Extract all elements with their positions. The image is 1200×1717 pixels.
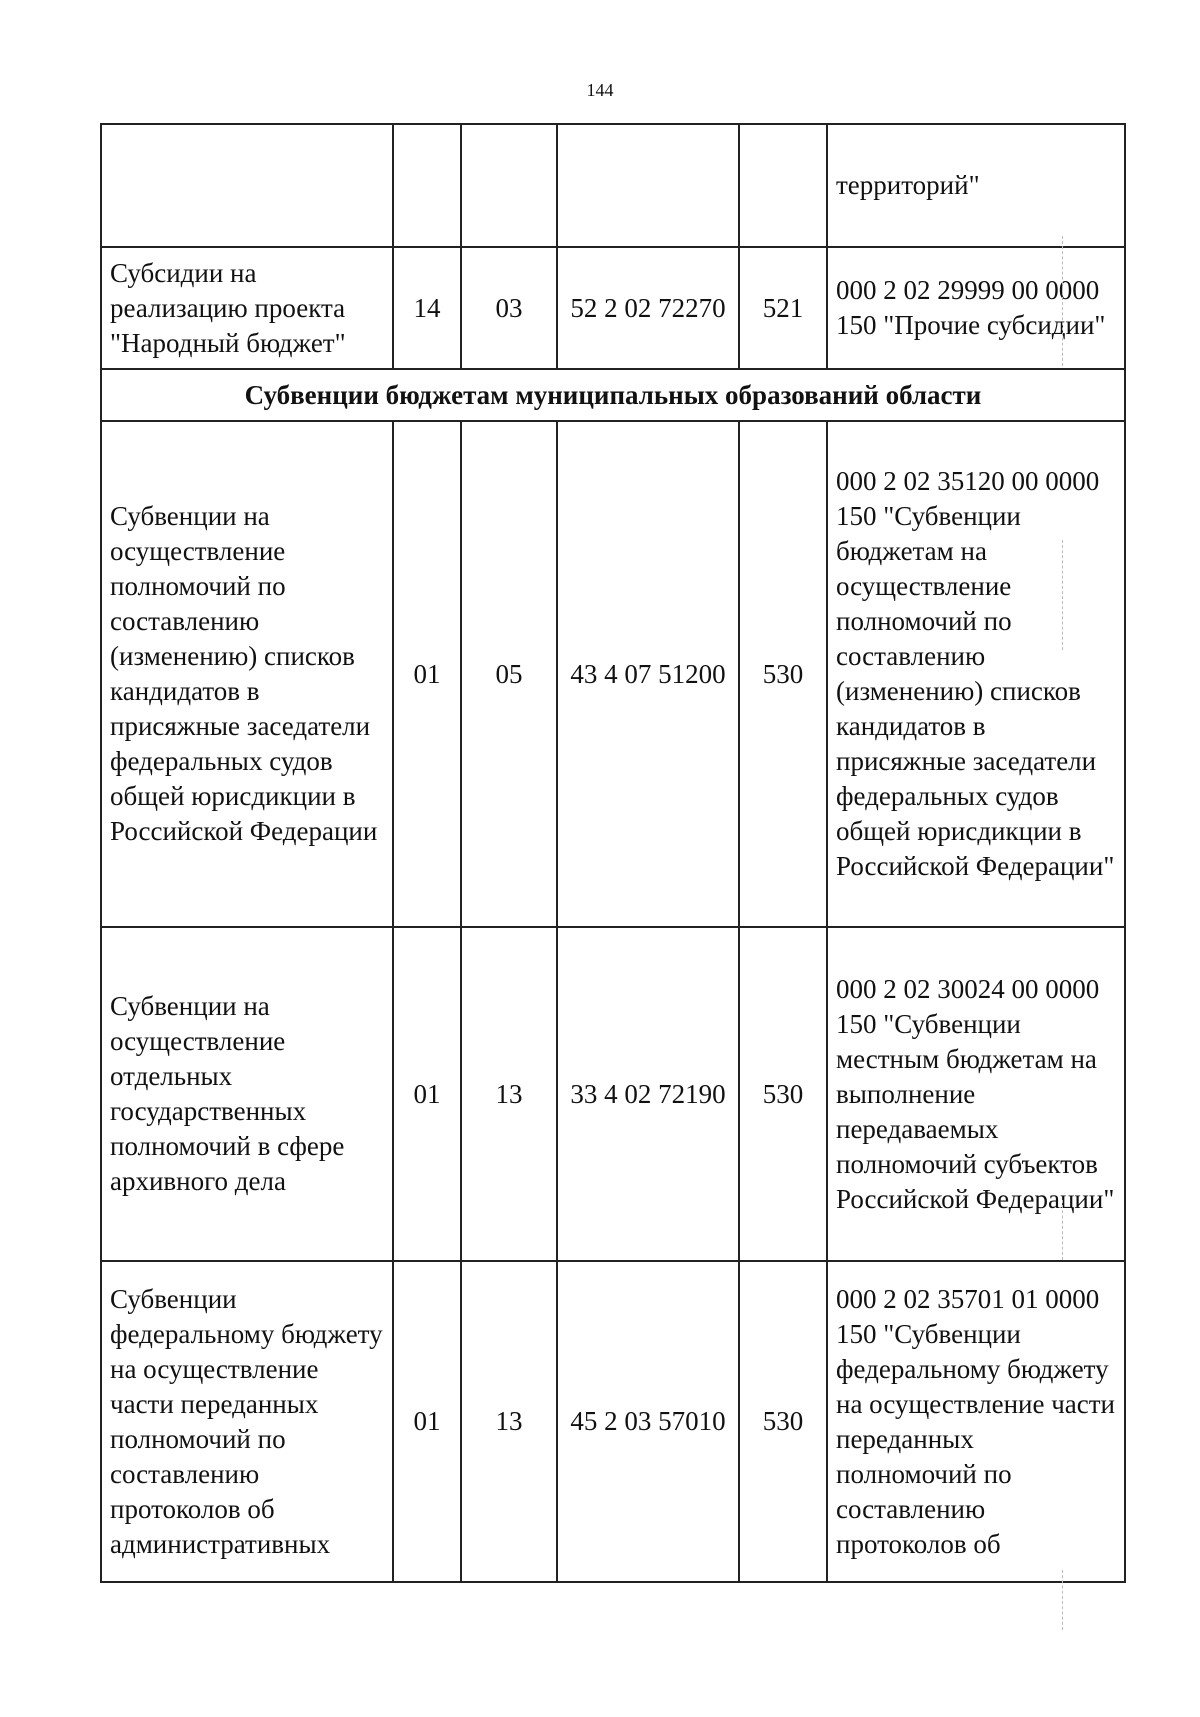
- income-source-cell: 000 2 02 35120 00 0000 150 "Субвенции бюджетам на осуществление полномочий по составлению (изменению) списков кандидатов в присяжные заседатели федеральных судов общей юрисдикции в Российской Федерации": [827, 421, 1125, 927]
- section-heading: Субвенции бюджетам муниципальных образований области: [101, 369, 1125, 421]
- csr-cell: 52 2 02 72270: [557, 247, 739, 369]
- income-source-cell: 000 2 02 35701 01 0000 150 "Субвенции федеральному бюджету на осуществление части переданных полномочий по составлению протоколов об: [827, 1261, 1125, 1582]
- income-source-cell: 000 2 02 30024 00 0000 150 "Субвенции местным бюджетам на выполнение передаваемых полномочий субъектов Российской Федерации": [827, 927, 1125, 1261]
- section-row: [101, 369, 1125, 421]
- scan-artifact-line: [1062, 236, 1063, 366]
- table-row: [101, 421, 1125, 927]
- income-source-cell: территорий": [827, 124, 1125, 247]
- scan-artifact-line: [1062, 1570, 1063, 1630]
- table-row: [101, 124, 1125, 247]
- row-name-cell: Субвенции федеральному бюджету на осуществление части переданных полномочий по составлению протоколов об административных: [101, 1261, 393, 1582]
- vr-cell: [739, 124, 827, 247]
- table-row: [101, 927, 1125, 1261]
- income-source-cell: 000 2 02 29999 00 0000 150 "Прочие субсидии": [827, 247, 1125, 369]
- row-name-cell: [101, 124, 393, 247]
- scan-artifact-line: [1062, 1200, 1063, 1260]
- vr-cell: 521: [739, 247, 827, 369]
- csr-cell: 43 4 07 51200: [557, 421, 739, 927]
- vr-cell: 530: [739, 421, 827, 927]
- csr-cell: 33 4 02 72190: [557, 927, 739, 1261]
- pr-cell: 13: [461, 1261, 557, 1582]
- pr-cell: [461, 124, 557, 247]
- scan-artifact-line: [1062, 540, 1063, 650]
- page-number: 144: [586, 80, 614, 100]
- rz-cell: 01: [393, 927, 461, 1261]
- csr-cell: 45 2 03 57010: [557, 1261, 739, 1582]
- rz-cell: 14: [393, 247, 461, 369]
- row-name-cell: Субвенции на осуществление полномочий по составлению (изменению) списков кандидатов в присяжные заседатели федеральных судов общей юрисдикции в Российской Федерации: [101, 421, 393, 927]
- table-row: [101, 247, 1125, 369]
- table-row: [101, 1261, 1125, 1582]
- vr-cell: 530: [739, 1261, 827, 1582]
- pr-cell: 13: [461, 927, 557, 1261]
- budget-table: [100, 123, 1126, 1583]
- row-name-cell: Субсидии на реализацию проекта "Народный бюджет": [101, 247, 393, 369]
- pr-cell: 05: [461, 421, 557, 927]
- pr-cell: 03: [461, 247, 557, 369]
- row-name-cell: Субвенции на осуществление отдельных государственных полномочий в сфере архивного дела: [101, 927, 393, 1261]
- vr-cell: 530: [739, 927, 827, 1261]
- rz-cell: [393, 124, 461, 247]
- csr-cell: [557, 124, 739, 247]
- rz-cell: 01: [393, 421, 461, 927]
- rz-cell: 01: [393, 1261, 461, 1582]
